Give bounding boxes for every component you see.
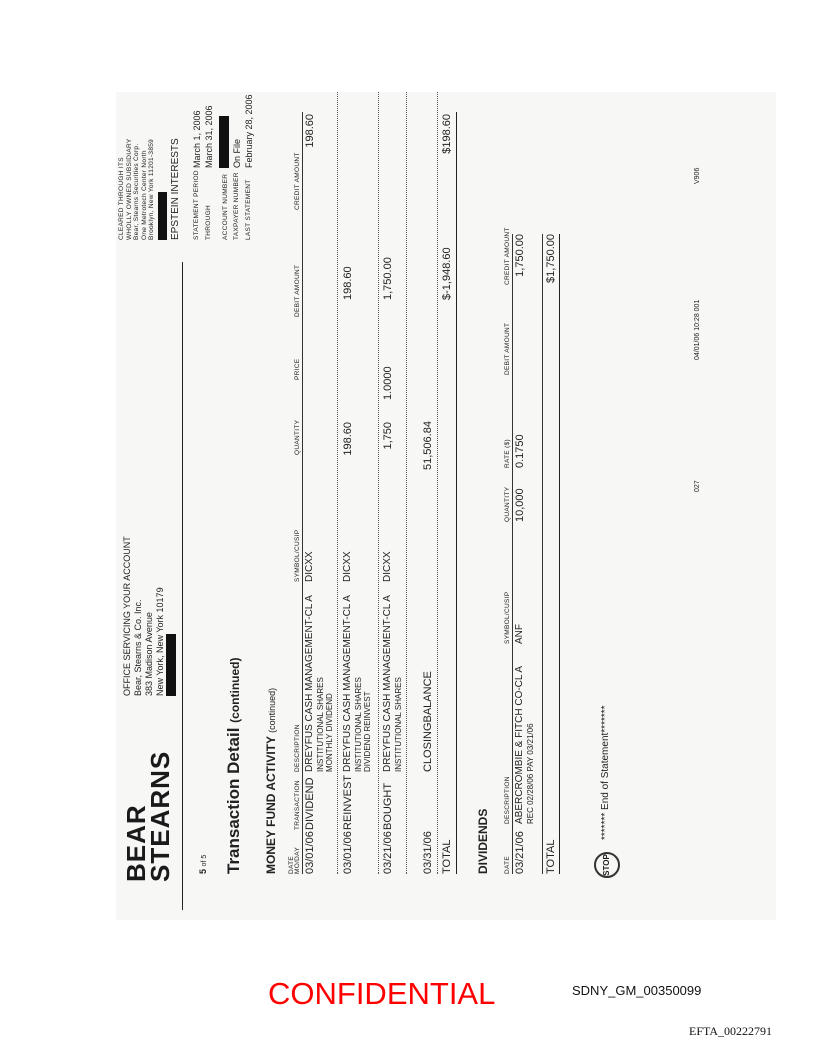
mf-row-2-quantity: 198.60 [342, 422, 354, 456]
last-statement-date: February 28, 2006 [244, 94, 254, 168]
office-line-1: Bear, Stearns & Co. Inc. [133, 599, 143, 696]
taxpayer-number: On File [232, 138, 242, 168]
clearing-line-3: Bear, Stearns Securities Corp. [133, 143, 140, 240]
redaction-box [219, 116, 229, 168]
div-row-rule [542, 234, 543, 874]
mf-closing-label: CLOSINGBALANCE [422, 671, 434, 772]
clearing-line-4: One Metrotech Center North [140, 150, 148, 240]
mf-total-rule [456, 112, 457, 874]
clearing-line-1: CLEARED THROUGH ITS [118, 157, 125, 240]
clearing-line-5: Brooklyn, New York 11201-3859 [148, 138, 155, 240]
div-row-1-desc-2: REC 02/28/06 PAY 03/21/06 [526, 723, 535, 824]
div-row-1-rate: 0.1750 [514, 434, 526, 468]
statement-period-from: March 1, 2006 [192, 110, 202, 168]
mf-row-2-debit: 198.60 [342, 266, 354, 300]
page-of: of 5 [201, 854, 208, 867]
end-of-statement: ******* End of Statement******* [600, 705, 611, 840]
div-row-1-credit: 1,750.00 [514, 234, 526, 277]
mf-header-description: DESCRIPTION [294, 724, 301, 772]
bear-stearns-logo [121, 750, 175, 882]
redaction-box [166, 634, 176, 696]
header-divider [182, 262, 183, 910]
div-row-1-date: 03/21/06 [514, 831, 526, 874]
section-title [224, 658, 244, 875]
div-header-credit: CREDIT AMOUNT [504, 227, 511, 285]
mf-row-2-desc-2: INSTITUTIONAL SHARES [354, 677, 363, 772]
div-total-credit: $1,750.00 [545, 234, 557, 283]
div-row-1-desc-1: ABERCROMBIE & FITCH CO-CL A [514, 666, 525, 824]
div-row-1-symbol: ANF [514, 624, 525, 644]
office-line-2: 383 Madison Avenue [144, 612, 154, 696]
page-number [198, 855, 210, 874]
dividends-title: DIVIDENDS [476, 808, 490, 874]
footer-code-2: 04/01/06 10:28 001 [694, 299, 701, 360]
row-divider [437, 92, 438, 874]
efta-number: EFTA_00222791 [689, 1024, 773, 1038]
mf-row-2-desc-3: DIVIDEND REINVEST [363, 691, 372, 772]
mf-row-1-desc-2: INSTITUTIONAL SHARES [316, 677, 325, 772]
footer-code-1: 027 [694, 480, 701, 492]
account-number-label: ACCOUNT NUMBER [222, 173, 229, 240]
stop-icon: STOP [594, 852, 620, 878]
mf-header-date: DATE [288, 855, 295, 874]
mf-row-3-quantity: 1,750 [382, 422, 394, 450]
mf-row-2-date: 03/01/06 [342, 831, 354, 874]
office-line-3: New York, New York 10179 [155, 587, 165, 696]
div-header-date: DATE [504, 855, 511, 874]
bates-number: SDNY_GM_00350099 [572, 983, 702, 998]
mf-header-symbol: SYMBOL/CUSIP [294, 529, 301, 582]
confidential-stamp: CONFIDENTIAL [268, 976, 496, 1011]
money-fund-title [264, 688, 278, 874]
mf-total-debit: $-1,948.60 [441, 247, 453, 300]
section-title-text: Transaction Detail [224, 727, 243, 874]
money-fund-title-text: MONEY FUND ACTIVITY [264, 736, 278, 874]
mf-row-1-desc-3: MONTHLY DIVIDEND [325, 693, 334, 772]
div-total-rule [559, 234, 560, 874]
div-header-rule [512, 234, 513, 874]
clearing-line-2: WHOLLY OWNED SUBSIDIARY [125, 138, 133, 240]
mf-row-3-price: 1.0000 [382, 366, 394, 400]
section-title-suffix: (continued) [228, 657, 242, 723]
mf-row-1-transaction: DIVIDEND [304, 777, 316, 830]
mf-total-label: TOTAL [441, 839, 453, 874]
mf-row-2-desc-1: DREYFUS CASH MANAGEMENT-CL A [342, 595, 353, 772]
mf-row-1-symbol: DICXX [304, 551, 315, 582]
redaction-box [158, 192, 167, 240]
mf-header-credit: CREDIT AMOUNT [294, 152, 301, 210]
mf-header-transaction: TRANSACTION [294, 780, 301, 830]
statement-period-label: STATEMENT PERIOD [193, 170, 200, 240]
row-divider [406, 92, 407, 874]
div-header-description: DESCRIPTION [504, 776, 511, 824]
mf-row-3-transaction: BOUGHT [382, 782, 394, 830]
page-num: 5 [198, 868, 208, 874]
last-statement-label: LAST STATEMENT [245, 179, 252, 240]
mf-row-3-desc-1: DREYFUS CASH MANAGEMENT-CL A [382, 595, 393, 772]
logo-line-1: BEAR [121, 804, 151, 882]
mf-header-price: PRICE [294, 358, 301, 380]
clearing-block [118, 138, 156, 240]
mf-row-3-symbol: DICXX [382, 551, 393, 582]
mf-row-3-date: 03/21/06 [382, 831, 394, 874]
mf-row-1-date: 03/01/06 [304, 831, 316, 874]
mf-header-rule [302, 112, 303, 874]
div-row-1-quantity: 10,000 [514, 488, 526, 522]
mf-closing-quantity: 51,506.84 [422, 421, 434, 470]
div-header-quantity: QUANTITY [504, 486, 511, 522]
div-header-symbol: SYMBOL/CUSIP [504, 591, 511, 644]
mf-header-quantity: QUANTITY [294, 419, 301, 455]
mf-row-2-symbol: DICXX [342, 551, 353, 582]
statement-page-rotated [116, 92, 776, 920]
office-heading: OFFICE SERVICING YOUR ACCOUNT [122, 536, 132, 696]
row-divider [337, 92, 338, 874]
mf-row-3-debit: 1,750.00 [382, 257, 394, 300]
taxpayer-label: TAXPAYER NUMBER [233, 172, 240, 240]
logo-line-2: STEARNS [145, 750, 175, 882]
mf-header-debit: DEBIT AMOUNT [294, 264, 301, 317]
statement-through: March 31, 2006 [204, 105, 214, 168]
div-header-debit: DEBIT AMOUNT [504, 322, 511, 375]
office-block [122, 536, 166, 696]
account-name: EPSTEIN INTERESTS [170, 138, 181, 240]
mf-row-2-transaction: REINVEST [342, 774, 354, 830]
div-header-rate: RATE ($) [504, 438, 511, 468]
mf-closing-date: 03/31/06 [422, 831, 434, 874]
mf-row-1-desc-1: DREYFUS CASH MANAGEMENT-CL A [304, 595, 315, 772]
row-divider [378, 92, 379, 874]
footer-code-3: V906 [694, 167, 701, 184]
mf-row-1-credit: 198.60 [304, 114, 316, 148]
div-total-label: TOTAL [545, 839, 557, 874]
mf-total-credit: $198.60 [441, 114, 453, 154]
mf-row-3-desc-2: INSTITUTIONAL SHARES [394, 677, 403, 772]
mf-header-date-sub: MO/DAY [294, 847, 301, 874]
money-fund-title-suffix: (continued) [267, 687, 277, 733]
through-label: THROUGH [205, 205, 212, 240]
